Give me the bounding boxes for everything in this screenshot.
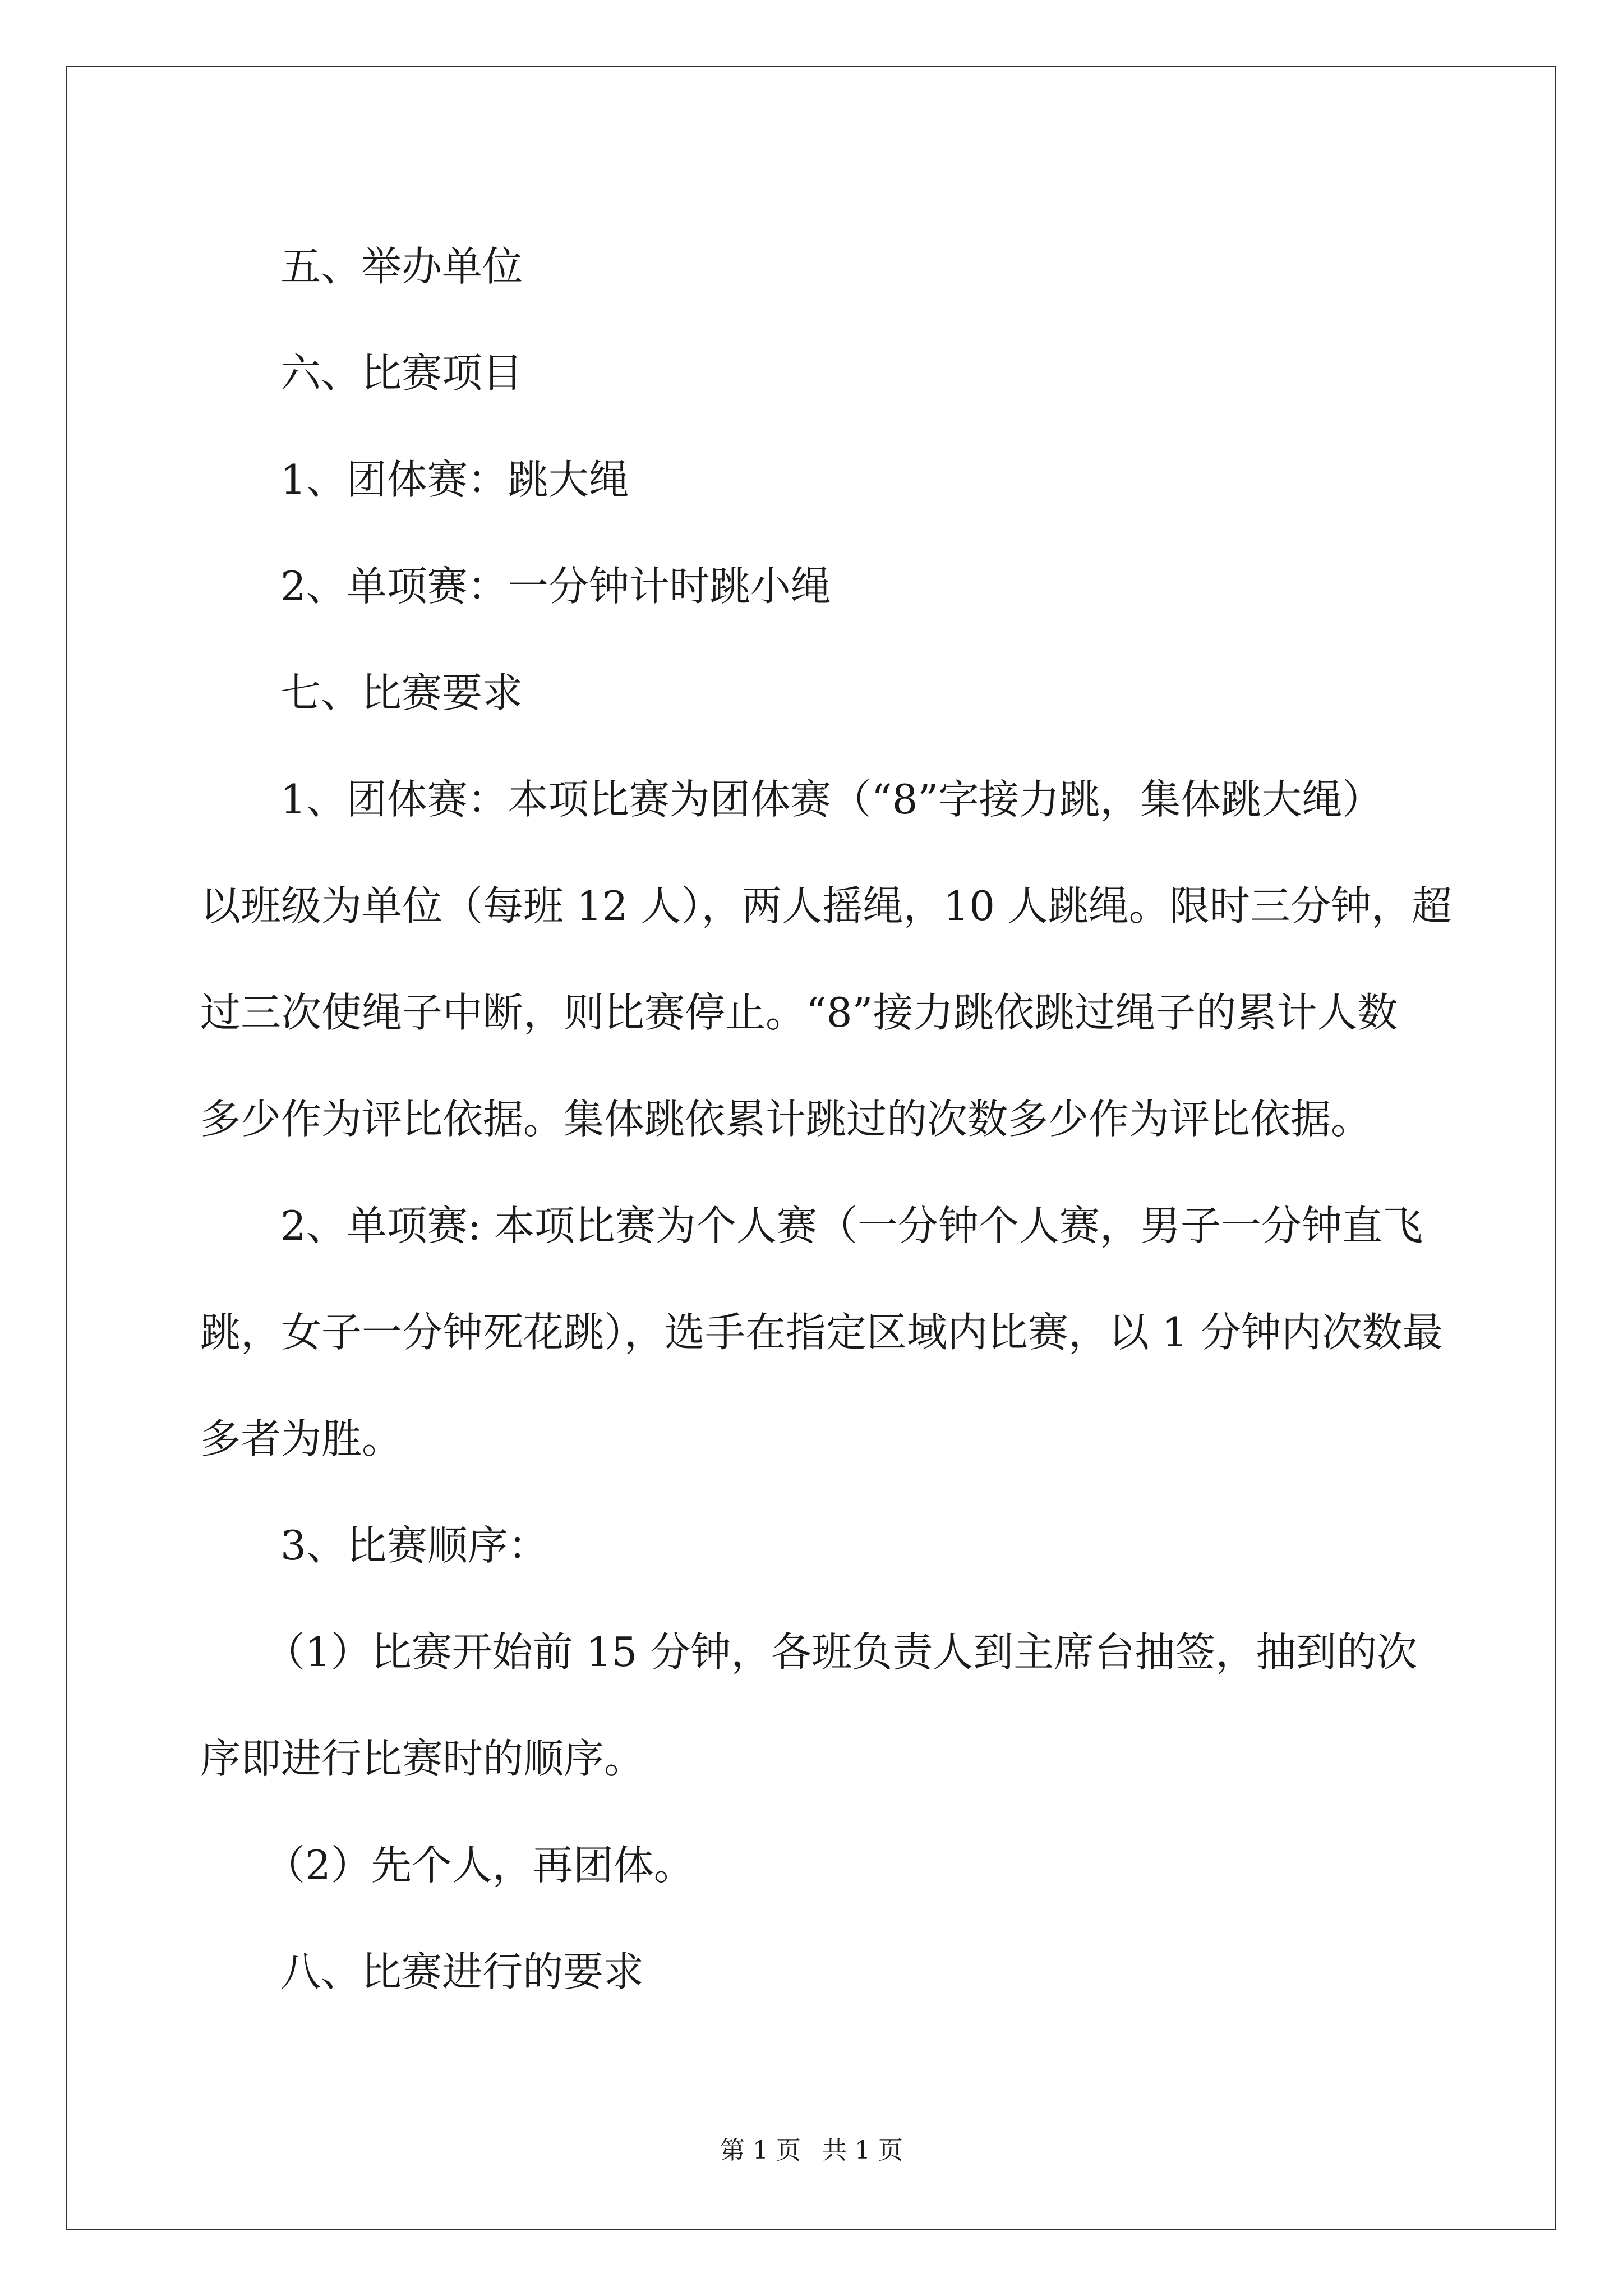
item-team-event: 1、团体赛：跳大绳	[280, 456, 629, 503]
paragraph-individual-line-2: 跳，女子一分钟死花跳），选手在指定区域内比赛，以 1 分钟内次数最	[200, 1309, 1443, 1356]
page-total: 共 1 页	[822, 2136, 903, 2165]
heading-organizer: 五、举办单位	[280, 243, 523, 290]
paragraph-individual-line-3: 多者为胜。	[200, 1415, 403, 1462]
heading-conduct: 八、比赛进行的要求	[280, 1948, 644, 1995]
heading-events: 六、比赛项目	[280, 349, 523, 397]
paragraph-team-line-2: 以班级为单位（每班 12 人），两人摇绳，10 人跳绳。限时三分钟，超	[200, 882, 1452, 930]
paragraph-order-2: （2）先个人，再团体。	[265, 1842, 694, 1889]
paragraph-team-line-1: 1、团体赛：本项比赛为团体赛（“8”字接力跳，集体跳大绳）	[280, 776, 1383, 823]
paragraph-order-1-line-2: 序即进行比赛时的顺序。	[200, 1735, 645, 1782]
paragraph-team-line-4: 多少作为评比依据。集体跳依累计跳过的次数多少作为评比依据。	[200, 1096, 1372, 1143]
page-footer	[0, 2134, 1623, 2168]
item-order: 3、比赛顺序：	[280, 1522, 548, 1569]
item-individual-event: 2、单项赛：一分钟计时跳小绳	[280, 563, 831, 610]
page-number: 第 1 页	[720, 2136, 801, 2165]
paragraph-team-line-3: 过三次使绳子中断，则比赛停止。“8”接力跳依跳过绳子的累计人数	[200, 989, 1398, 1036]
paragraph-individual-line-1: 2、单项赛: 本项比赛为个人赛（一分钟个人赛，男子一分钟直飞	[280, 1202, 1423, 1249]
document-body	[200, 213, 1452, 2025]
heading-requirements: 七、比赛要求	[280, 669, 523, 716]
paragraph-order-1-line-1: （1）比赛开始前 15 分钟，各班负责人到主席台抽签，抽到的次	[265, 1628, 1418, 1676]
